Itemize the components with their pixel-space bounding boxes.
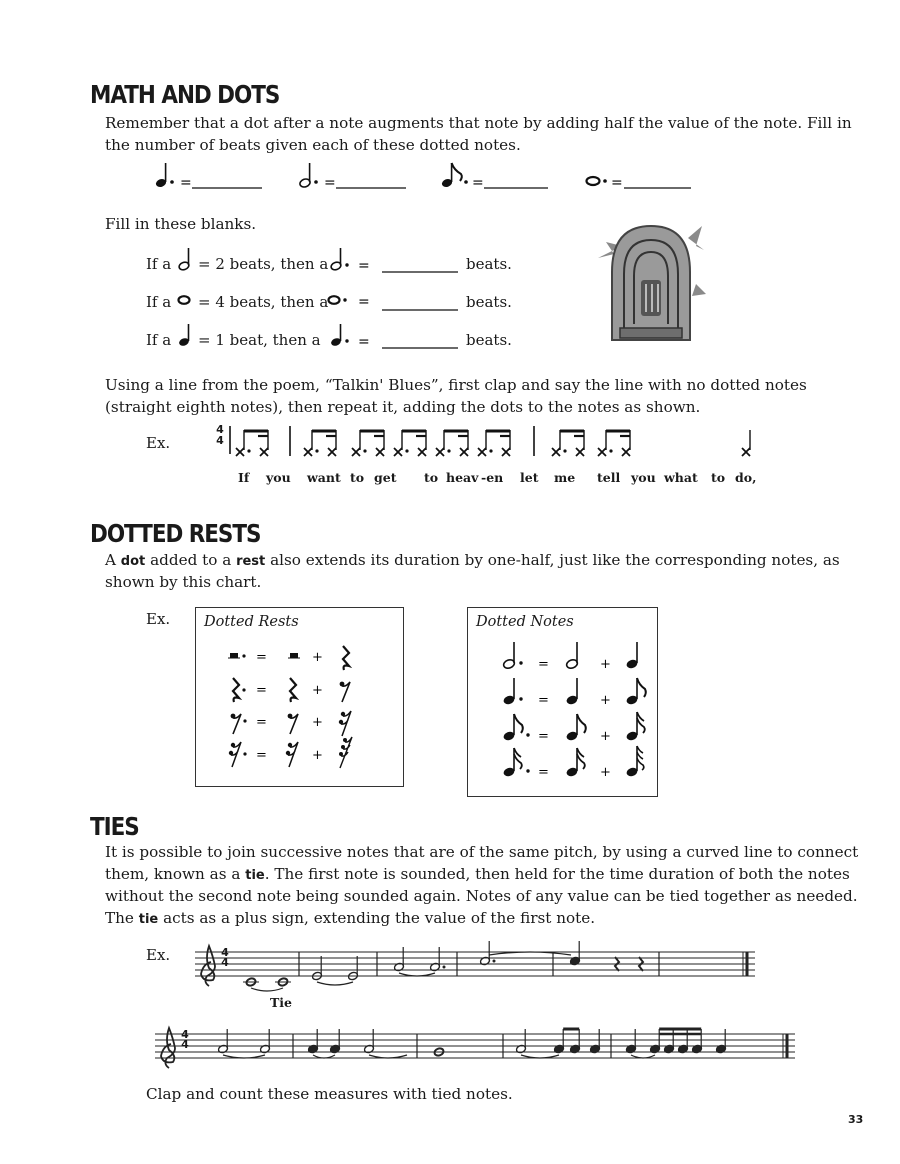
dotted-half-note-icon <box>502 642 522 670</box>
half-note <box>348 956 359 981</box>
sixteenth-rest-icon <box>339 711 351 736</box>
half-note <box>516 1029 527 1054</box>
lyric: If <box>238 470 250 485</box>
beamed-pair <box>312 430 336 453</box>
eighth-note <box>678 1029 689 1054</box>
quarter-note-icon <box>565 678 578 706</box>
x-notehead <box>742 448 750 456</box>
whole-note <box>243 977 259 987</box>
x-notehead <box>436 448 444 456</box>
half-note <box>260 1029 271 1054</box>
quarter-note <box>308 1029 319 1054</box>
keyword-rest: rest <box>236 554 266 569</box>
half-rest-icon <box>288 653 300 658</box>
dotted-rests-caption: Dotted Rests <box>204 614 299 630</box>
svg-text:+: + <box>312 715 323 730</box>
lyric: get <box>374 470 397 485</box>
quarter-rest-icon <box>343 646 349 670</box>
keyword-tie: tie <box>245 868 265 883</box>
svg-text:=: = <box>538 765 549 780</box>
quarter-note-icon <box>178 324 190 347</box>
svg-text:=: = <box>611 175 623 191</box>
x-notehead <box>394 448 402 456</box>
fill-row-2-mid: = 4 beats, then a <box>198 293 329 311</box>
half-note <box>430 947 446 972</box>
svg-text:+: + <box>600 657 611 672</box>
dotted-half-note-icon <box>299 163 318 188</box>
lyric: me <box>554 470 576 485</box>
lyric: want <box>307 470 341 485</box>
x-notehead <box>502 448 510 456</box>
quarter-note <box>590 1029 601 1054</box>
section-heading-ties: TIES <box>90 812 139 841</box>
x-notehead <box>304 448 312 456</box>
half-note-icon <box>565 642 578 670</box>
dotted-rests-line-1 <box>105 549 840 573</box>
dotted-notes-chart <box>467 607 658 797</box>
half-note <box>312 956 323 981</box>
quarter-note <box>626 1029 637 1054</box>
tie-curve <box>317 982 353 985</box>
dotted-quarter-note-icon <box>155 163 174 188</box>
lyric: -en <box>481 470 504 485</box>
text-fragment: The <box>105 909 134 927</box>
eighth-rest-icon <box>288 714 298 734</box>
time-signature-top: 4 <box>221 946 229 959</box>
fill-row-1-suffix: beats. <box>466 255 512 273</box>
svg-text:=: = <box>358 294 370 310</box>
eighth-note <box>650 1029 661 1054</box>
text-fragment: A <box>105 551 116 569</box>
svg-text:+: + <box>600 765 611 780</box>
dotted-half-note-icon <box>330 248 349 271</box>
x-notehead <box>418 448 426 456</box>
svg-text:=: = <box>324 175 336 191</box>
rhythm-ex-label: Ex. <box>146 434 171 452</box>
ties-line-2 <box>105 863 850 887</box>
beamed-pair <box>606 430 630 453</box>
dotted-notes-exercise <box>150 160 710 200</box>
quarter-rest-icon <box>615 957 619 971</box>
dotted-whole-note-icon <box>329 296 347 304</box>
half-note <box>480 941 496 966</box>
fill-row-2-suffix: beats. <box>466 293 512 311</box>
beamed-pair <box>560 430 584 453</box>
quarter-note <box>330 1029 341 1054</box>
dotted-whole-note-icon <box>587 177 607 185</box>
x-notehead <box>260 448 268 456</box>
fill-row-3-prefix: If a <box>146 331 172 349</box>
svg-text:+: + <box>600 729 611 744</box>
time-signature-top: 4 <box>181 1028 189 1041</box>
section-heading-math-and-dots: MATH AND DOTS <box>90 80 280 109</box>
svg-text:=: = <box>538 729 549 744</box>
dotted-half-rest-icon <box>228 653 246 658</box>
x-notehead <box>598 448 606 456</box>
sixteenth-rest-icon <box>286 742 298 767</box>
tie-label: Tie <box>270 995 293 1010</box>
fill-row-2-prefix: If a <box>146 293 172 311</box>
lyric: to <box>424 470 439 485</box>
fill-prompt: Fill in these blanks. <box>105 215 257 233</box>
text-fragment: . The first note is sounded, then held for the time duration of both the notes <box>264 865 850 883</box>
sixteenth-note-icon <box>565 748 584 778</box>
dotted-notes-caption: Dotted Notes <box>476 614 574 630</box>
dotted-sixteenth-rest-icon <box>229 742 247 767</box>
lyric: to <box>711 470 726 485</box>
intro-line-2: the number of beats given each of these dotted notes. <box>105 136 521 154</box>
dotted-rests-chart <box>195 607 404 787</box>
page-number: 33 <box>848 1113 864 1126</box>
svg-text:=: = <box>256 748 267 763</box>
quarter-rest-icon <box>639 957 643 971</box>
section-heading-dotted-rests: DOTTED RESTS <box>90 519 261 548</box>
lyric: you <box>631 470 656 485</box>
poem-line-2: (straight eighth notes), then repeat it, adding the dots to the notes as shown. <box>105 398 701 416</box>
half-note <box>364 1029 375 1054</box>
eighth-note <box>554 1029 565 1054</box>
time-signature <box>214 424 226 446</box>
lyric: let <box>520 470 539 485</box>
intro-line-1: Remember that a dot after a note augments that note by adding half the value of the note. Fill in <box>105 114 852 132</box>
time-signature-bottom: 4 <box>216 434 224 447</box>
svg-text:=: = <box>358 258 370 274</box>
thirty-second-note-icon <box>625 746 643 778</box>
dotted-quarter-note-icon <box>330 324 349 347</box>
x-notehead <box>622 448 630 456</box>
dotted-quarter-rest-icon <box>233 678 246 702</box>
jukebox-illustration <box>596 220 706 345</box>
beamed-pair <box>444 430 468 453</box>
svg-text:+: + <box>312 683 323 698</box>
dotted-rests-line-2: shown by this chart. <box>105 573 262 591</box>
tie-curve <box>399 973 435 976</box>
svg-text:=: = <box>538 693 549 708</box>
fill-rows-notes <box>170 242 470 362</box>
ties-line-3: without the second note being sounded again. Notes of any value can be tied together as needed. <box>105 887 858 905</box>
eighth-rest-icon <box>340 682 350 702</box>
half-note <box>218 1029 229 1054</box>
x-notehead <box>352 448 360 456</box>
dotted-notes-symbols <box>468 608 659 798</box>
beamed-pair <box>360 430 384 453</box>
lyric: what <box>664 470 698 485</box>
time-signature-top: 4 <box>216 423 224 436</box>
quarter-note <box>570 941 581 966</box>
svg-text:=: = <box>472 175 484 191</box>
rhythm-staff <box>226 424 766 464</box>
tie-curve <box>251 988 283 991</box>
lyric: do, <box>735 470 757 485</box>
svg-text:+: + <box>600 693 611 708</box>
time-signature-bottom: 4 <box>181 1038 189 1051</box>
whole-note <box>275 977 291 987</box>
lyric: tell <box>597 470 621 485</box>
svg-text:=: = <box>256 683 267 698</box>
svg-text:=: = <box>358 334 370 350</box>
dotted-eighth-note-icon <box>441 163 468 188</box>
sixteenth-note-icon <box>625 712 644 742</box>
whole-note-icon <box>179 296 190 304</box>
eighth-note-icon <box>625 678 645 706</box>
keyword-tie: tie <box>138 912 159 927</box>
x-notehead <box>576 448 584 456</box>
half-note-icon <box>178 248 190 271</box>
ties-line-4 <box>105 907 595 931</box>
lyric: heav <box>446 470 479 485</box>
svg-text:+: + <box>312 650 323 665</box>
text-fragment: added to a <box>150 551 232 569</box>
quarter-note-icon <box>625 642 638 670</box>
svg-text:=: = <box>256 650 267 665</box>
fill-row-3-mid: = 1 beat, then a <box>198 331 321 349</box>
staff-1-time-signature <box>219 948 231 968</box>
x-notehead <box>478 448 486 456</box>
beamed-pair <box>486 430 510 453</box>
beamed-pair <box>244 430 268 453</box>
staff-2-time-signature <box>179 1030 191 1050</box>
clap-instruction: Clap and count these measures with tied notes. <box>146 1085 513 1103</box>
quarter-rest-icon <box>290 678 296 702</box>
beamed-pair <box>402 430 426 453</box>
x-notehead <box>236 448 244 456</box>
tie-curve <box>489 952 571 955</box>
fill-row-1-mid: = 2 beats, then a <box>198 255 329 273</box>
eighth-note <box>692 1029 703 1054</box>
dotted-sixteenth-note-icon <box>502 748 529 778</box>
eighth-note <box>664 1029 675 1054</box>
fill-row-1-prefix: If a <box>146 255 172 273</box>
x-notehead <box>460 448 468 456</box>
x-notehead <box>376 448 384 456</box>
dotted-eighth-rest-icon <box>231 714 247 734</box>
fill-row-3-suffix: beats. <box>466 331 512 349</box>
dotted-rests-ex-label: Ex. <box>146 610 171 628</box>
time-signature-bottom: 4 <box>221 956 229 969</box>
text-fragment: them, known as a <box>105 865 241 883</box>
ties-ex-label: Ex. <box>146 946 171 964</box>
lyric: to <box>350 470 365 485</box>
svg-text:=: = <box>256 715 267 730</box>
eighth-note <box>570 1029 581 1054</box>
quarter-note <box>716 1029 727 1054</box>
svg-text:=: = <box>538 657 549 672</box>
lyrics-line <box>0 470 900 490</box>
half-note <box>394 947 405 972</box>
svg-text:=: = <box>180 175 192 191</box>
dotted-eighth-note-icon <box>502 714 529 742</box>
text-fragment: also extends its duration by one-half, just like the corresponding notes, as <box>270 551 840 569</box>
x-notehead <box>552 448 560 456</box>
thirty-second-rest-icon <box>339 737 352 768</box>
text-fragment: acts as a plus sign, extending the value of the first note. <box>163 909 596 927</box>
x-notehead <box>328 448 336 456</box>
lyric: you <box>266 470 291 485</box>
ties-line-1: It is possible to join successive notes that are of the same pitch, by using a curved line to connect <box>105 843 859 861</box>
eighth-note-icon <box>565 714 585 742</box>
dotted-quarter-note-icon <box>502 678 522 706</box>
dotted-rests-symbols <box>196 608 405 788</box>
tie-staff-2 <box>155 1022 805 1082</box>
svg-text:+: + <box>312 748 323 763</box>
keyword-dot: dot <box>120 554 146 569</box>
poem-line-1: Using a line from the poem, “Talkin' Blues”, first clap and say the line with no dotted notes <box>105 376 807 394</box>
